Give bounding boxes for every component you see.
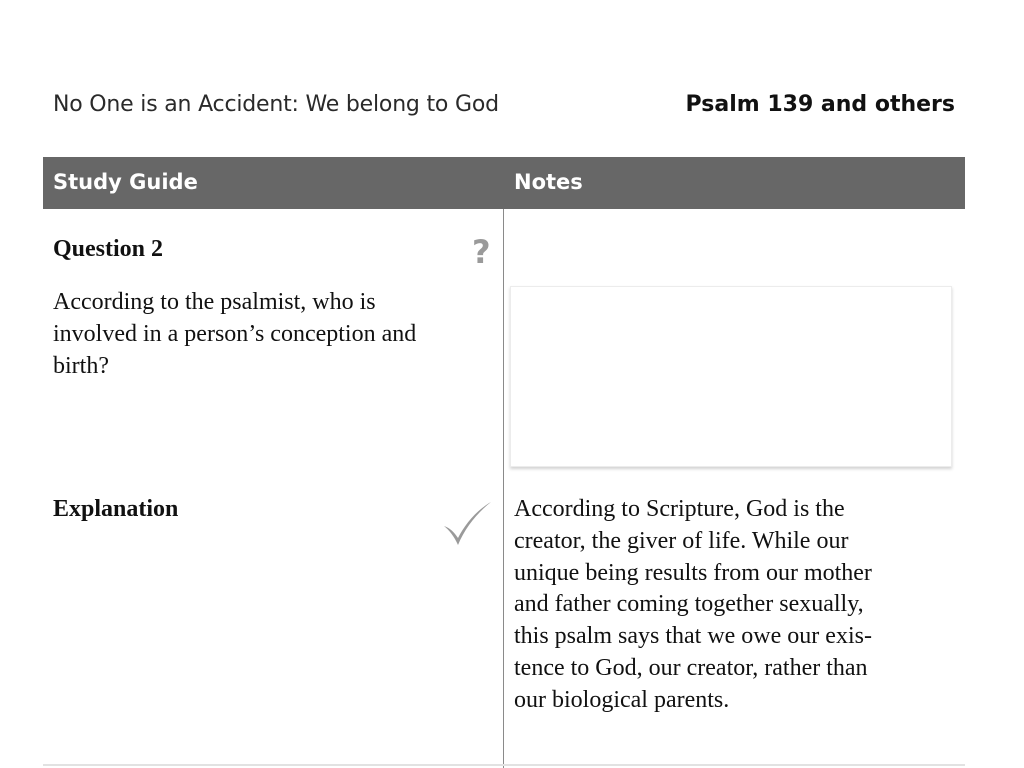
table-header-bar (43, 157, 965, 209)
checkmark-icon (441, 500, 493, 550)
column-header-notes: Notes (514, 170, 583, 194)
explanation-line: tence to God, our creator, rather than (514, 654, 868, 681)
explanation-line: unique being results from our mother (514, 559, 872, 586)
column-header-study-guide: Study Guide (53, 170, 198, 194)
bottom-divider (43, 764, 965, 766)
explanation-line: our biological parents. (514, 686, 730, 713)
column-divider (503, 209, 504, 768)
explanation-line: According to Scripture, God is the (514, 496, 845, 522)
explanation-text (514, 494, 944, 717)
notes-input-box[interactable] (510, 286, 952, 467)
page-title: No One is an Accident: We belong to God (53, 92, 499, 117)
scripture-reference: Psalm 139 and others (685, 92, 955, 117)
explanation-line: this psalm says that we owe our exis- (514, 623, 872, 650)
explanation-heading: Explanation (53, 496, 179, 522)
question-heading: Question 2 (53, 236, 164, 262)
question-text: According to the psalmist, who is involved in a person’s conception and birth? (53, 289, 417, 379)
question-mark-icon: ? (472, 233, 491, 271)
explanation-line: creator, the giver of life. While our (514, 527, 849, 554)
explanation-line: and father coming together sexually, (514, 591, 864, 618)
